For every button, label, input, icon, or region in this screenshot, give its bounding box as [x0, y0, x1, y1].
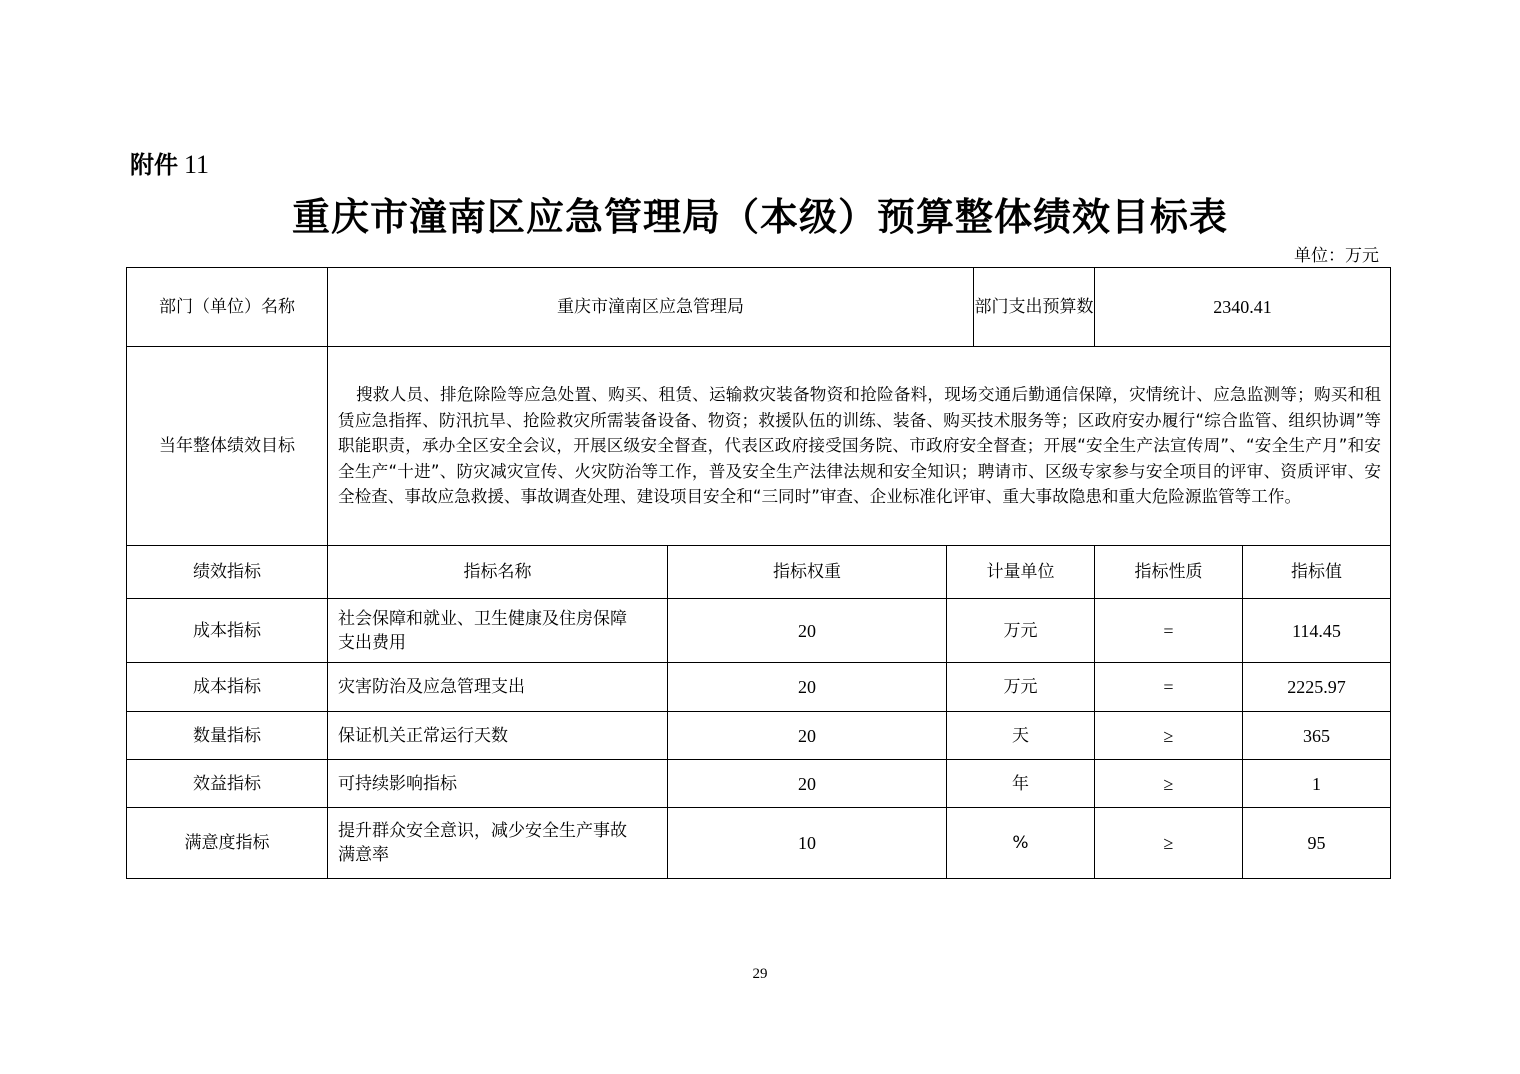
indicator-unit: 万元	[947, 663, 1095, 712]
goal-row	[127, 347, 1391, 546]
indicator-unit: 天	[947, 712, 1095, 760]
indicator-unit: 年	[947, 760, 1095, 808]
table-row	[127, 760, 1391, 808]
indicator-nature: ≥	[1095, 760, 1243, 808]
indicator-category: 成本指标	[127, 663, 328, 712]
header-nature: 指标性质	[1095, 546, 1243, 599]
indicator-value: 2225.97	[1243, 663, 1391, 712]
table-row	[127, 599, 1391, 663]
goal-paragraph: 搜救人员、排危除险等应急处置、购买、租赁、运输救灾装备物资和抢险备料，现场交通后勤通信保障，灾情统计、应急监测等；购买和租赁应急指挥、防汛抗旱、抢险救灾所需装备设备、物资；救援队伍的训练、装备、购买技术服务等；区政府安办履行“综合监管、组织协调”等职能职责，承办全区安全会议，开展区级安全督查，代表区政府接受国务院、市政府安全督查；开展“安全生产法宣传周”、“安全生产月”和安全生产“十进”、防灾减灾宣传、火灾防治等工作，普及安全生产法律法规和安全知识；聘请市、区级专家参与安全项目的评审、资质评审、安全检查、事故应急救援、事故调查处理、建设项目安全和“三同时”审查、企业标准化评审、重大事故隐患和重大危险源监管等工作。	[338, 385, 1381, 507]
indicator-name	[328, 599, 668, 663]
goal-text	[328, 347, 1391, 546]
indicator-nature: ≥	[1095, 808, 1243, 879]
budget-value: 2340.41	[1095, 268, 1391, 347]
attachment-text: 附件	[130, 151, 178, 179]
table-row	[127, 712, 1391, 760]
indicator-name-line1: 提升群众安全意识，减少安全生产事故	[338, 821, 627, 841]
indicator-name-line2: 满意率	[338, 845, 389, 865]
dept-value-cell	[328, 268, 1095, 347]
indicator-category: 数量指标	[127, 712, 328, 760]
performance-table	[126, 267, 1391, 879]
table-row	[127, 808, 1391, 879]
indicator-value: 95	[1243, 808, 1391, 879]
indicator-category: 效益指标	[127, 760, 328, 808]
indicator-category: 满意度指标	[127, 808, 328, 879]
dept-label: 部门（单位）名称	[127, 268, 328, 347]
header-category: 绩效指标	[127, 546, 328, 599]
indicator-weight: 10	[668, 808, 947, 879]
budget-label: 部门支出预算数	[974, 297, 1094, 317]
indicator-value: 1	[1243, 760, 1391, 808]
indicator-unit: 万元	[947, 599, 1095, 663]
header-unit: 计量单位	[947, 546, 1095, 599]
header-value: 指标值	[1243, 546, 1391, 599]
indicator-value: 365	[1243, 712, 1391, 760]
dept-value: 重庆市潼南区应急管理局	[328, 268, 974, 346]
indicator-weight: 20	[668, 760, 947, 808]
indicator-header-row	[127, 546, 1391, 599]
unit-label: 单位：万元	[1294, 246, 1379, 266]
indicator-name	[328, 808, 668, 879]
header-weight: 指标权重	[668, 546, 947, 599]
indicator-weight: 20	[668, 712, 947, 760]
attachment-number: 11	[184, 150, 210, 179]
page-title: 重庆市潼南区应急管理局（本级）预算整体绩效目标表	[291, 195, 1228, 239]
indicator-nature: ≥	[1095, 712, 1243, 760]
page-number: 29	[752, 966, 768, 982]
indicator-value: 114.45	[1243, 599, 1391, 663]
indicator-weight: 20	[668, 599, 947, 663]
indicator-nature: =	[1095, 599, 1243, 663]
indicator-name: 保证机关正常运行天数	[328, 712, 668, 760]
indicator-weight: 20	[668, 663, 947, 712]
indicator-name: 可持续影响指标	[328, 760, 668, 808]
attachment-label	[130, 145, 209, 180]
indicator-unit: %	[947, 808, 1095, 879]
summary-row	[127, 268, 1391, 347]
header-name: 指标名称	[328, 546, 668, 599]
indicator-nature: =	[1095, 663, 1243, 712]
indicator-name-line2: 支出费用	[338, 632, 406, 653]
goal-label: 当年整体绩效目标	[127, 347, 328, 546]
indicator-name: 灾害防治及应急管理支出	[328, 663, 668, 712]
indicator-name-line1: 社会保障和就业、卫生健康及住房保障	[338, 608, 627, 629]
indicator-category: 成本指标	[127, 599, 328, 663]
table-row	[127, 663, 1391, 712]
